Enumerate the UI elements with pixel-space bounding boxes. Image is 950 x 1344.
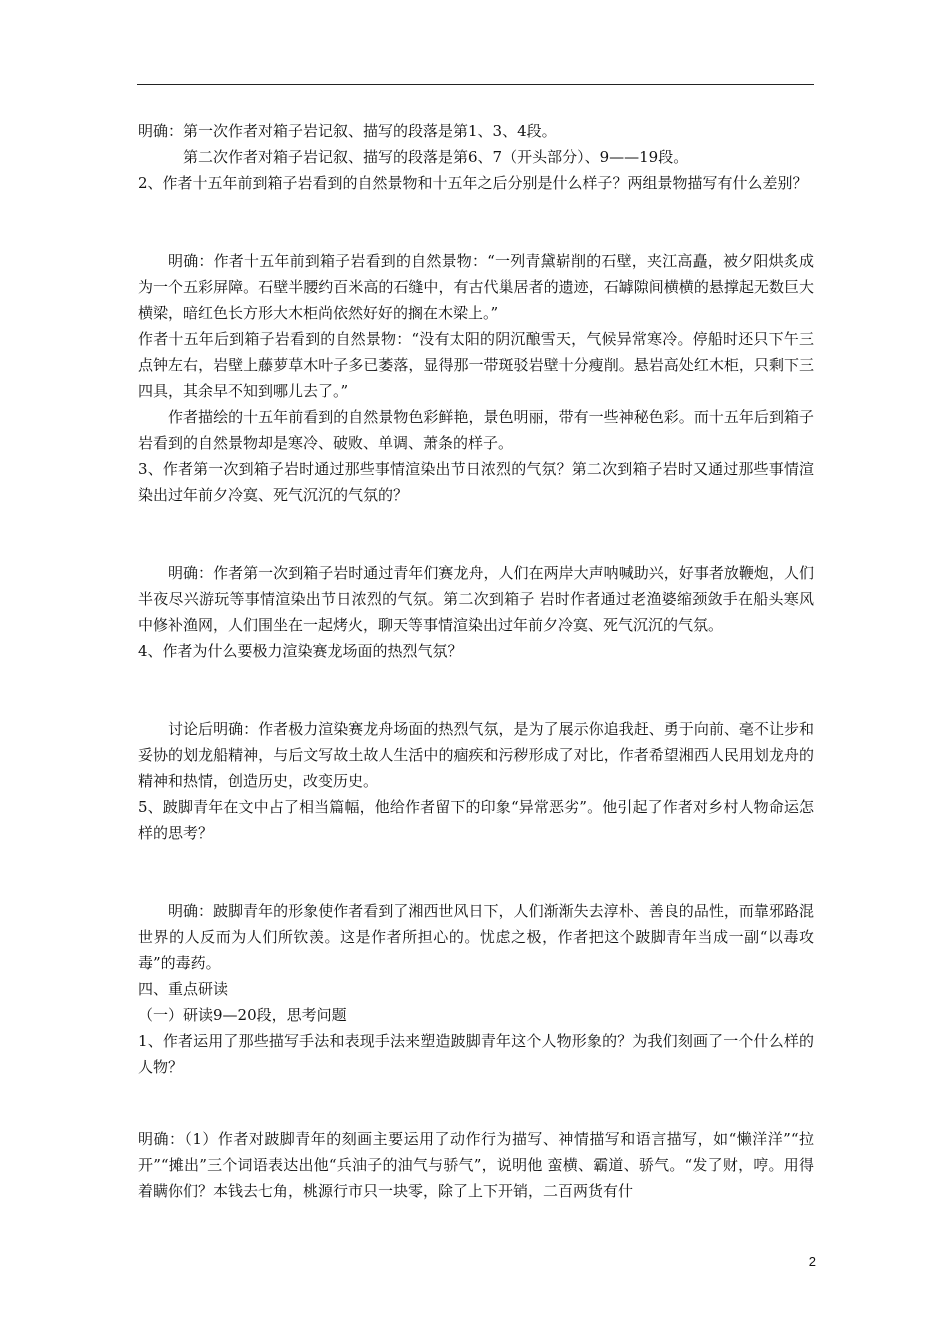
question-3: 3、作者第一次到箱子岩时通过那些事情渲染出节日浓烈的气氛？第二次到箱子岩时又通过那些事情渲染出过年前夕冷寞、死气沉沉的气氛的？: [138, 460, 814, 504]
paragraph-answer-2-c: 作者描绘的十五年前看到的自然景物色彩鲜艳，景色明丽，带有一些神秘色彩。而十五年后到箱子岩看到的自然景物却是寒冷、破败、单调、萧条的样子。: [138, 408, 814, 452]
paragraph-answer-2-b: 作者十五年后到箱子岩看到的自然景物：“没有太阳的阴沉酿雪天，气候异常寒冷。停船时还只下午三点钟左右，岩壁上藤萝草木叶子多已萎落，显得那一带斑驳岩壁十分瘦削。悬岩高处红木柜，只剩下三四具，其余早不知到哪儿去了。”: [138, 330, 814, 400]
paragraph-answer-4: 讨论后明确：作者极力渲染赛龙舟场面的热烈气氛，是为了展示你追我赶、勇于向前、毫不让步和妥协的划龙船精神，与后文写故土故人生活中的痼疾和污秽形成了对比，作者希望湘西人民用划龙舟的精神和热情，创造历史，改变历史。: [138, 720, 814, 790]
question-4: 4、作者为什么要极力渲染赛龙场面的热烈气氛？: [138, 642, 463, 660]
header-rule: [137, 84, 814, 85]
question-5: 5、跛脚青年在文中占了相当篇幅，他给作者留下的印象“异常恶劣”。他引起了作者对乡村人物命运怎样的思考？: [138, 798, 814, 842]
page-number: 2: [808, 1254, 816, 1269]
section-heading: 四、重点研读: [138, 980, 229, 998]
paragraph-answer-1: 明确：第一次作者对箱子岩记叙、描写的段落是第1、3、4段。: [138, 122, 557, 140]
question-2: 2、作者十五年前到箱子岩看到的自然景物和十五年之后分别是什么样子？两组景物描写有什么差别？: [138, 174, 808, 192]
paragraph-answer-1-cont: 第二次作者对箱子岩记叙、描写的段落是第6、7（开头部分）、9——19段。: [183, 148, 689, 166]
paragraph-answer-2: 明确：作者十五年前到箱子岩看到的自然景物：“一列青黛崭削的石壁，夹江高矗，被夕阳烘炙成为一个五彩屏障。石壁半腰约百米高的石缝中，有古代巢居者的遗迹，石罅隙间横横的悬撑起无数巨大横梁，暗红色长方形大木柜尚依然好好的搁在木梁上。”: [138, 252, 814, 322]
subsection-heading: （一）研读9—20段，思考问题: [138, 1006, 347, 1024]
paragraph-answer-3: 明确：作者第一次到箱子岩时通过青年们赛龙舟，人们在两岸大声呐喊助兴，好事者放鞭炮，人们半夜尽兴游玩等事情渲染出节日浓烈的气氛。第二次到箱子 岩时作者通过老渔婆缩颈敛手在船头寒风中修补渔网，人们围坐在一起烤火，聊天等事情渲染出过年前夕冷寞、死气沉沉的气氛。: [138, 564, 814, 634]
paragraph-answer-5: 明确：跛脚青年的形象使作者看到了湘西世风日下，人们渐渐失去淳朴、善良的品性，而靠邪路混世界的人反而为人们所钦羡。这是作者所担心的。忧虑之极，作者把这个跛脚青年当成一副“以毒攻毒”的毒药。: [138, 902, 814, 972]
document-body: [138, 118, 814, 1204]
paragraph-answer-6: 明确：（1）作者对跛脚青年的刻画主要运用了动作行为描写、神情描写和语言描写，如“懒洋洋”“拉开”“摊出”三个词语表达出他“兵油子的油气与骄气”，说明他 蛮横、霸道、骄气。“发了财，哼。用得着瞒你们？本钱去七角，桃源行市只一块零，除了上下开销，二百两货有什: [138, 1130, 814, 1200]
question-6: 1、作者运用了那些描写手法和表现手法来塑造跛脚青年这个人物形象的？为我们刻画了一个什么样的人物？: [138, 1032, 814, 1076]
